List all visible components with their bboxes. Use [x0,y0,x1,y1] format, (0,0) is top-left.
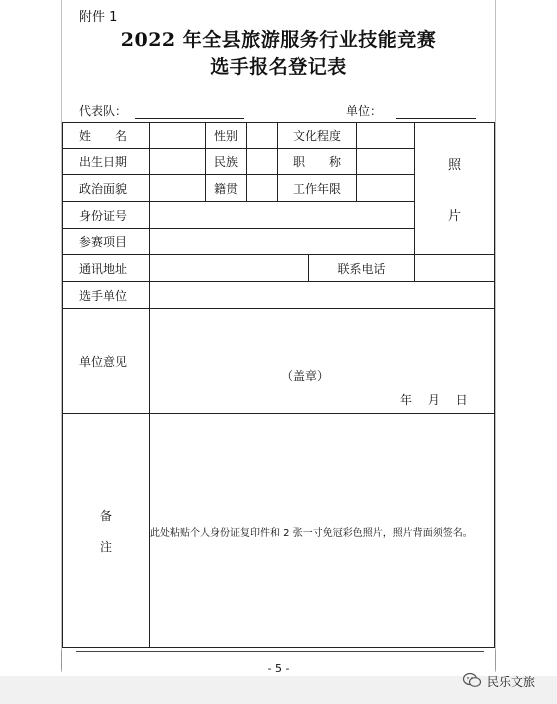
remarks-label-1: 备 [99,508,112,523]
page-edge-right [495,0,496,672]
document-subtitle: 选手报名登记表 [210,56,347,78]
team-label: 代表队： [79,104,128,118]
date-label: 年 月 日 [400,393,468,407]
label-birth: 出生日期 [62,148,150,175]
input-gender[interactable] [246,122,278,149]
input-origin[interactable] [246,174,278,202]
label-id-number: 身份证号 [62,201,150,229]
footer-divider [76,651,484,652]
input-years[interactable] [356,174,415,202]
document-title: 2022 年全县旅游服务行业技能竞赛 [120,29,437,51]
input-ethnicity[interactable] [246,148,278,175]
input-politics[interactable] [149,174,206,202]
photo-cell[interactable] [414,122,495,255]
input-birth[interactable] [149,148,206,175]
page-number: - 5 - [267,662,290,675]
attachment-label: 附件 1 [79,10,118,25]
label-player-unit: 选手单位 [62,281,150,309]
label-phone: 联系电话 [308,254,415,282]
label-remarks [62,413,150,648]
input-address[interactable] [149,254,309,282]
label-unit-opinion: 单位意见 [62,308,150,414]
input-name[interactable] [149,122,206,149]
label-ethnicity: 民族 [205,148,247,175]
label-title: 职 称 [277,148,357,175]
label-event: 参赛项目 [62,228,150,255]
seal-label: （盖章） [281,369,330,383]
label-origin: 籍贯 [205,174,247,202]
input-title[interactable] [356,148,415,175]
unit-label: 单位： [346,104,383,118]
wechat-icon [462,672,482,688]
unit-field-line[interactable] [396,118,476,119]
label-education: 文化程度 [277,122,357,149]
input-event[interactable] [149,228,415,255]
input-phone[interactable] [414,254,495,282]
input-education[interactable] [356,122,415,149]
label-address: 通讯地址 [62,254,150,282]
team-field-line[interactable] [135,118,244,119]
label-politics: 政治面貌 [62,174,150,202]
label-name: 姓 名 [62,122,150,149]
input-player-unit[interactable] [149,281,495,309]
brand-label: 民乐文旅 [487,675,536,689]
remarks-label-2: 注 [99,539,112,554]
photo-label-2: 片 [447,208,461,224]
label-gender: 性别 [205,122,247,149]
label-years: 工作年限 [277,174,357,202]
photo-label-1: 照 [447,157,461,173]
input-id-number[interactable] [149,201,415,229]
remarks-instruction: 此处粘贴个人身份证复印件和 2 张一寸免冠彩色照片，照片背面须签名。 [150,528,473,539]
